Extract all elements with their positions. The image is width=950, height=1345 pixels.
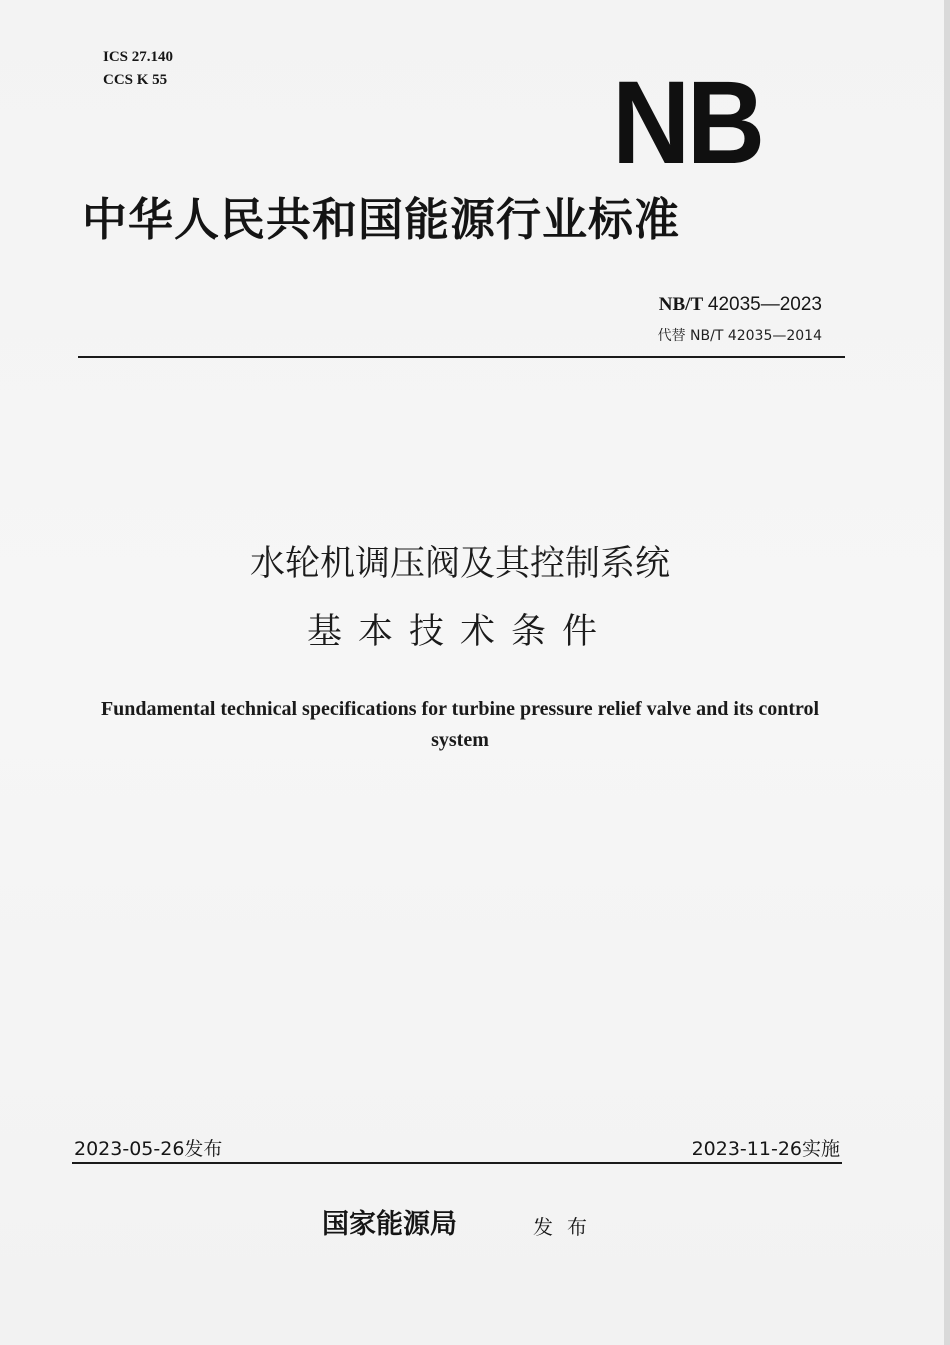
document-title-line1: 水轮机调压阀及其控制系统 [249,544,670,584]
standard-number [659,292,822,318]
standard-code: 42035—2023 [707,294,822,315]
standard-category-title: 中华人民共和国能源行业标准 [82,193,681,246]
scan-edge [944,0,950,1345]
issue-action: 发布 [533,1215,601,1239]
issuing-authority: 国家能源局 [322,1209,457,1240]
bottom-divider [72,1162,842,1164]
top-divider [78,356,845,358]
ccs-code: CCS K 55 [103,72,168,88]
replaces-note: 代替 NB/T 42035—2014 [657,328,822,344]
implementation-date: 2023-11-26实施 [691,1138,840,1160]
ics-code: ICS 27.140 [103,49,174,65]
document-title-line2: 基本技术条件 [306,612,613,652]
classification-codes [103,46,173,92]
nb-logo: NB [612,57,762,189]
publish-date: 2023-05-26发布 [74,1138,223,1160]
english-title: Fundamental technical specifications for turbine pressure relief valve and its control system [100,698,820,751]
standard-prefix: NB/T [658,294,704,315]
